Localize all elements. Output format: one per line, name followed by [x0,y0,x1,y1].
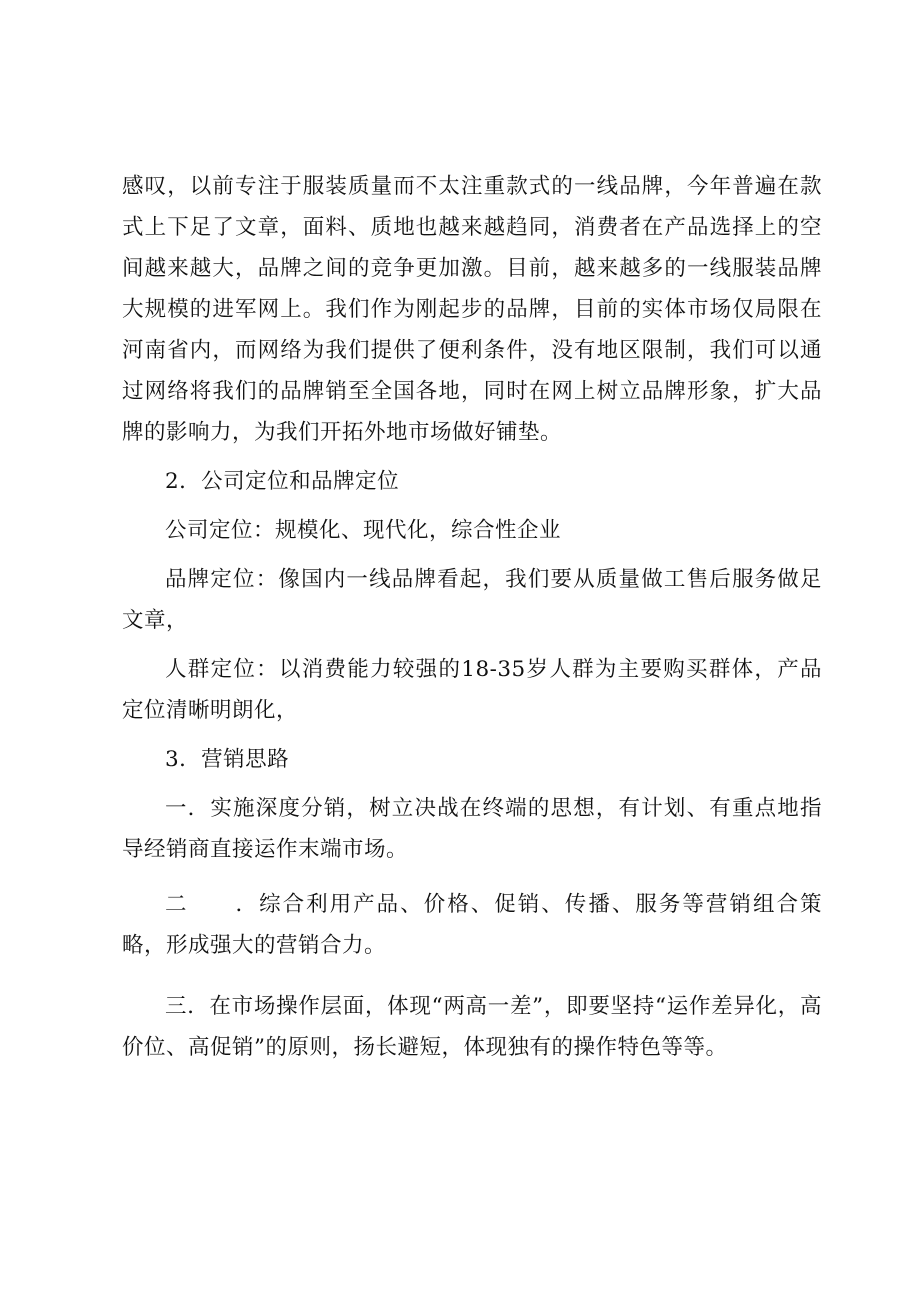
heading-marketing-approach: 3．营销思路 [165,747,290,772]
paragraph-intro: 感叹，以前专注于服装质量而不太注重款式的一线品牌，今年普遍在款式上下足了文章，面料、质地也越来越趋同，消费者在产品选择上的空间越来越大，品牌之间的竞争更加激。目前，越来越多的一线服装品牌大规模的进军网上。我们作为刚起步的品牌，目前的实体市场仅局限在河南省内，而网络为我们提供了便利条件，没有地区限制，我们可以通过网络将我们的品牌销至全国各地，同时在网上树立品牌形象，扩大品牌的影响力，为我们开拓外地市场做好铺垫。 [122,174,822,445]
heading-company-brand-positioning: 2．公司定位和品牌定位 [165,469,400,494]
paragraph-point-one: 一．实施深度分销，树立决战在终端的思想，有计划、有重点地指导经销商直接运作末端市场。 [122,796,822,862]
paragraph-audience-positioning: 人群定位：以消费能力较强的18-35岁人群为主要购买群体，产品定位清晰明朗化， [122,657,822,723]
paragraph-company-positioning: 公司定位：规模化、现代化，综合性企业 [165,518,562,543]
document-body [122,166,822,1068]
paragraph-point-two: 二 ．综合利用产品、价格、促销、传播、服务等营销组合策略，形成强大的营销合力。 [122,892,822,958]
paragraph-point-three: 三．在市场操作层面，体现“两高一差”，即要坚持“运作差异化，高价位、高促销”的原则，扬长避短，体现独有的操作特色等等。 [122,994,822,1060]
paragraph-brand-positioning: 品牌定位：像国内一线品牌看起，我们要从质量做工售后服务做足文章， [122,567,822,633]
